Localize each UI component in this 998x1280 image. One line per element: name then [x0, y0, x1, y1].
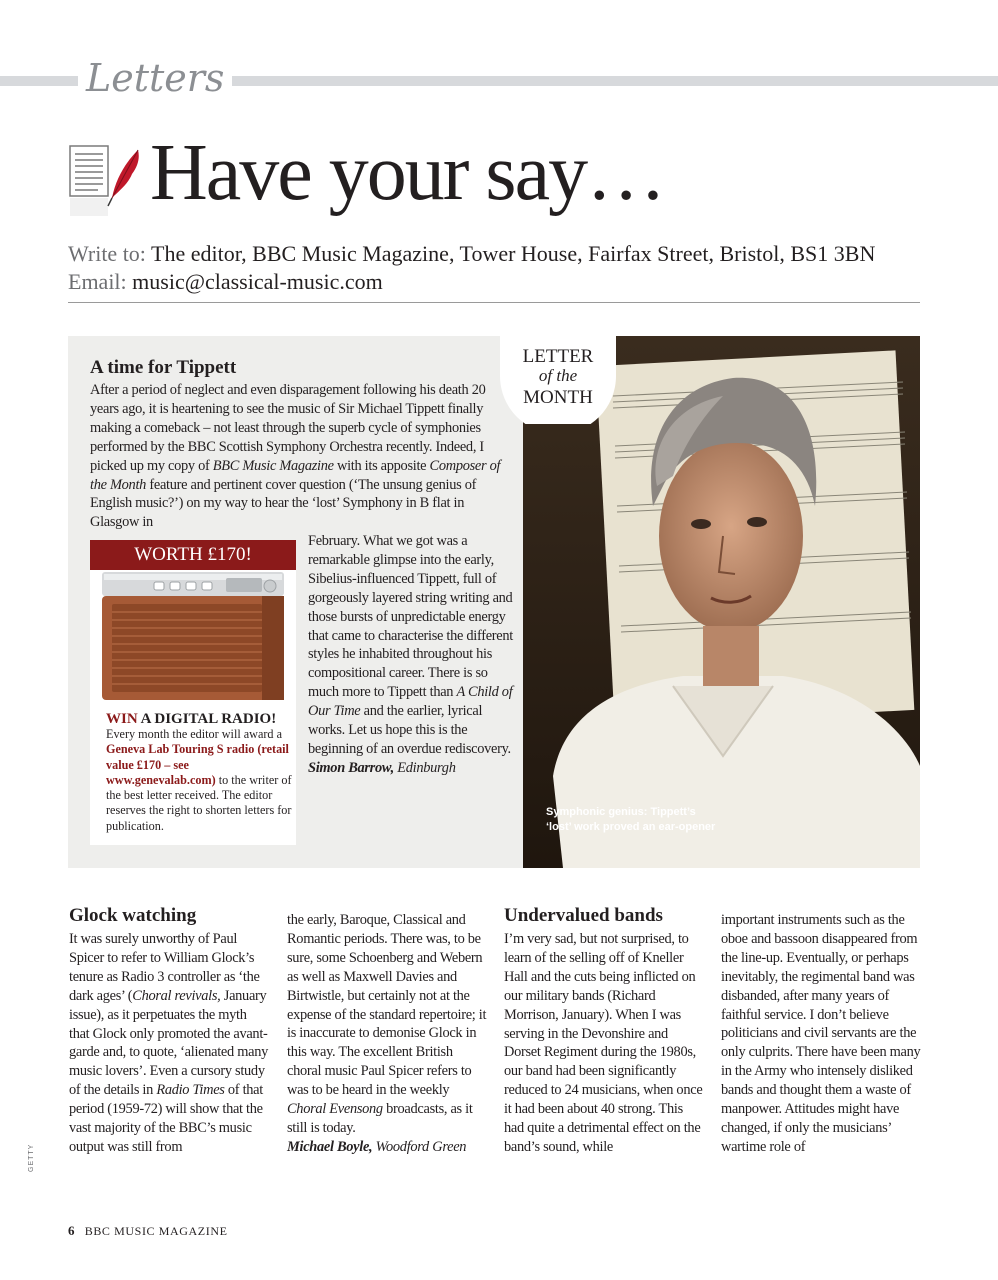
- featured-letter-body-intro: After a period of neglect and even disparagement following his death 20 years ago, it is heartening to see the music of Sir Michael Tippett finally making a comeback – not least through the superb cycle of symphonies performed by the BBC Scottish Symphony Orchestra recently. Indeed, I picked up my copy of BBC Music Magazine with its apposite Composer of the Month feature and pertinent cover question (‘The unsung genius of English music?’) on my way to hear the ‘lost’ Symphony in B flat in Glasgow in: [90, 382, 501, 531]
- featured-letter-signature: Simon Barrow, Edinburgh: [308, 759, 456, 776]
- photo-caption: Symphonic genius: Tippett’s ‘lost’ work proved an ear-opener: [546, 806, 716, 833]
- email-address[interactable]: music@classical-music.com: [132, 269, 383, 294]
- header-divider: [68, 302, 920, 303]
- page-headline: Have your say…: [150, 129, 665, 217]
- page-footer: [68, 1223, 228, 1239]
- win-description: Every month the editor will award a Geneva Lab Touring S radio (retail value £170 – see www.genevalab.com) to the writer of the best letter received. The editor reserves the right to shorten letters for publication.: [106, 727, 292, 833]
- letter-glock-col2: the early, Baroque, Classical and Romantic periods. There was, to be sure, some Schoenberg and Webern as well as Maxwell Davies and Birtwistle, but certainly not at the expense of the standard repertoire; it is inaccurate to demonise Glock in this way. The excellent British choral music Paul Spicer refers to was to be heard in the weekly Choral Evensong broadcasts, as it still is today. Michael Boyle, Woodford Green: [287, 912, 487, 1155]
- letter-of-the-month-badge: [500, 336, 616, 424]
- write-to-label: Write to:: [68, 241, 146, 266]
- featured-letter-body-continued: February. What we got was a remarkable glimpse into the early, Sibelius-influenced Tippett, full of gorgeously layered string writing and those bursts of unpredictable energy that came to characterise the different styles he inhabited throughout his compositional career. There is so much more to Tippett than A Child of Our Time and the earlier, lyrical works. Let us hope this is the beginning of an overdue rediscovery. Simon Barrow, Edinburgh: [308, 533, 513, 776]
- letter-bands-col2: important instruments such as the oboe and bassoon disappeared from the line-up. Eventually, or perhaps inevitably, the regimental band was disbanded, after many years of faithful service. I don’t believe politicians and civil servants are the only culprits. There have been many in the Army who intensely disliked bands and thought them a waste of manpower. Attitudes might have changed, if only the musicians’ wartime role of: [721, 912, 921, 1155]
- featured-letter-title: A time for Tippett: [90, 357, 237, 378]
- win-heading: WIN A DIGITAL RADIO!: [106, 711, 277, 727]
- section-banner-left: [0, 76, 78, 86]
- letter-glock-col1: It was surely unworthy of Paul Spicer to refer to William Glock’s tenure as Radio 3 controller as ‘the dark ages’ (Choral revivals, January issue), as it perpetuates the myth that Glock only promoted the avant-garde and, to quote, ‘alienated many music lovers’. Even a cursory study of the details in Radio Times of that period (1959-72) will show that the vast majority of the BBC’s music output was still from: [69, 931, 268, 1155]
- write-to-line: [68, 240, 875, 268]
- worth-banner: WORTH £170!: [90, 540, 296, 570]
- badge-line1: LETTER: [522, 346, 594, 367]
- photo-credit: GETTY: [28, 1143, 35, 1172]
- digital-radio-image: [98, 568, 288, 708]
- letter-glock-signature: Michael Boyle, Woodford Green: [287, 1138, 467, 1155]
- magazine-name: BBC MUSIC MAGAZINE: [84, 1224, 228, 1238]
- email-label: Email:: [68, 269, 127, 294]
- section-banner-right: [196, 76, 998, 86]
- write-to-address: The editor, BBC Music Magazine, Tower House, Fairfax Street, Bristol, BS1 3BN: [151, 241, 876, 266]
- badge-line3: MONTH: [523, 387, 593, 408]
- letter-title-glock: Glock watching: [69, 905, 197, 926]
- section-label: Letters: [78, 52, 232, 104]
- page-number: 6: [68, 1223, 76, 1238]
- quill-letter-icon: [68, 140, 146, 220]
- letter-title-bands: Undervalued bands: [504, 905, 663, 926]
- email-line: [68, 268, 383, 296]
- badge-line2: of the: [538, 366, 578, 385]
- letter-bands-col1: I’m very sad, but not surprised, to learn of the selling off of Kneller Hall and the cuts being inflicted on our military bands (Richard Morrison, January). When I was serving in the Devonshire and Dorset Regiment during the 1980s, our band had been significantly reduced to 24 musicians, when once it had been about 40 strong. This had quite a detrimental effect on the band’s sound, while: [504, 931, 703, 1155]
